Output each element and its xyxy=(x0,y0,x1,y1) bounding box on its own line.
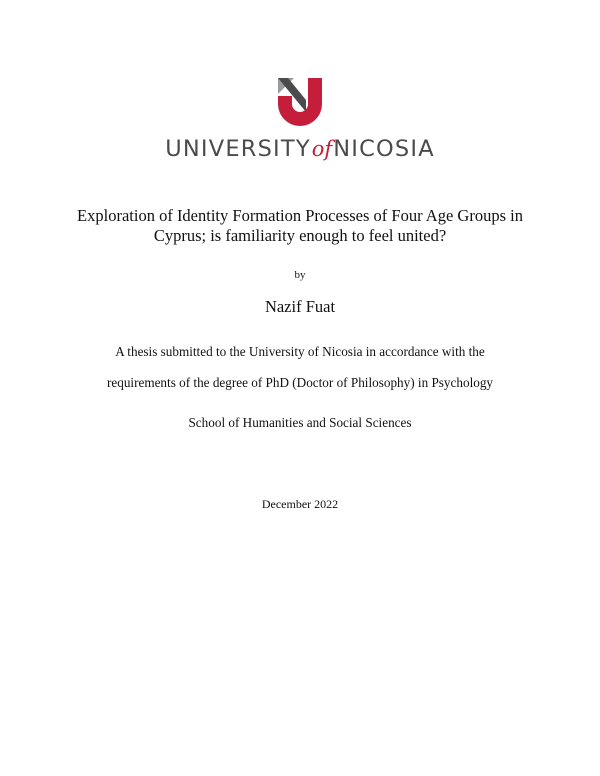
thesis-title-line-2: Cyprus; is familiarity enough to feel united? xyxy=(153,226,447,245)
by-label: by xyxy=(294,269,306,281)
author-name: Nazif Fuat xyxy=(264,297,336,316)
submission-statement-line-1: A thesis submitted to the University of Nicosia in accordance with the xyxy=(115,344,485,359)
university-wordmark xyxy=(0,136,600,162)
wordmark-of: of xyxy=(311,137,333,161)
wordmark-university: UNIVERSITY xyxy=(165,136,311,162)
university-logo-mark xyxy=(276,76,324,128)
thesis-title-line-1: Exploration of Identity Formation Processes of Four Age Groups in xyxy=(77,206,523,225)
thesis-title xyxy=(0,206,600,246)
submission-date: December 2022 xyxy=(261,497,339,511)
school-name: School of Humanities and Social Sciences xyxy=(188,415,412,430)
submission-statement-line-2: requirements of the degree of PhD (Doctor of Philosophy) in Psychology xyxy=(106,375,494,390)
wordmark-nicosia: NICOSIA xyxy=(333,136,435,162)
